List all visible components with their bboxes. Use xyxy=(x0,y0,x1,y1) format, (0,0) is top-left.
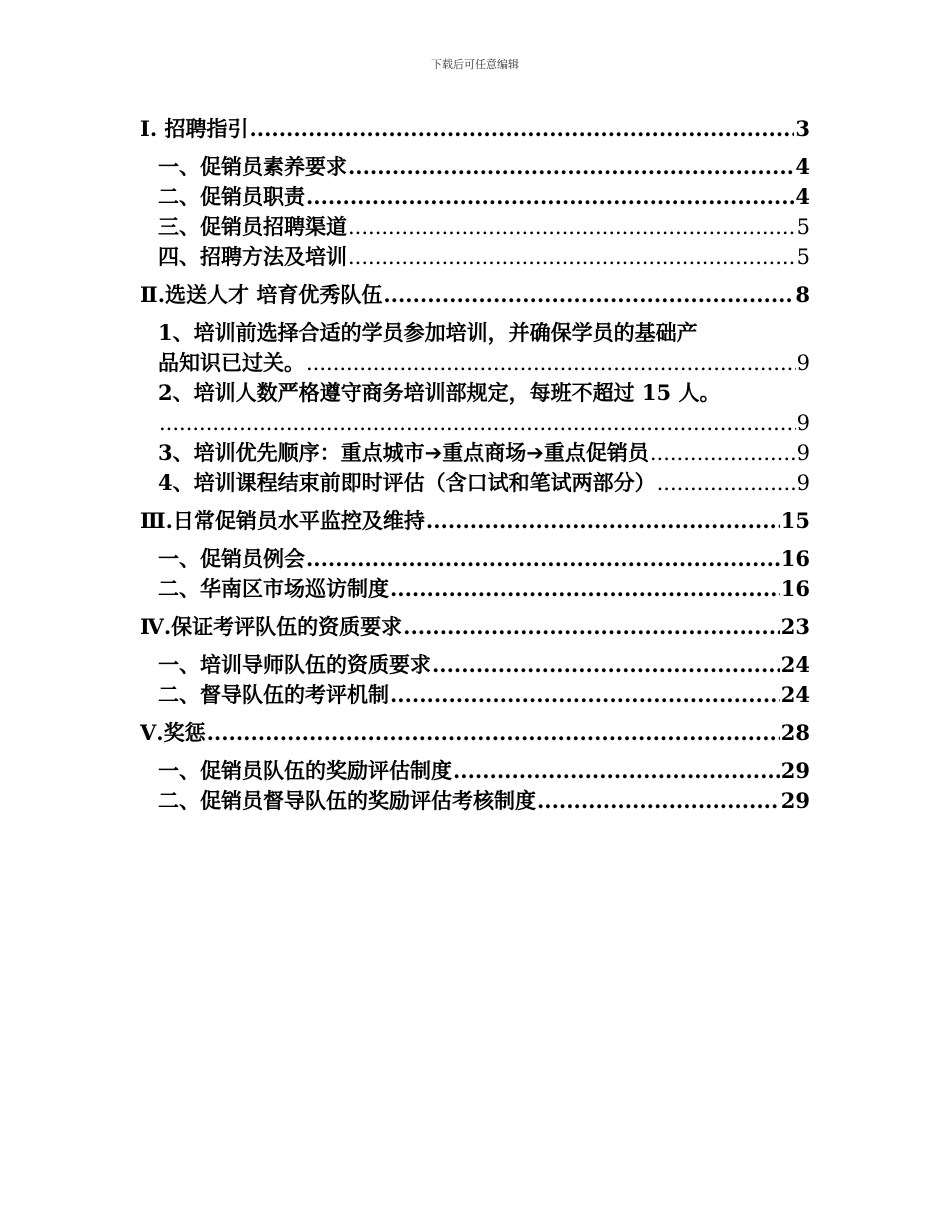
toc-item-label: 4、培训课程结束前即时评估（含口试和笔试两部分） xyxy=(158,470,656,495)
toc-item-page: 9 xyxy=(796,471,810,495)
leader-dots xyxy=(348,212,796,242)
toc-item-label: 一、促销员例会 xyxy=(158,546,305,571)
toc-item[interactable] xyxy=(140,756,810,786)
toc-item-page: 9 xyxy=(796,411,810,435)
toc-item-label: 二、督导队伍的考评机制 xyxy=(158,682,389,707)
toc-part-1[interactable] xyxy=(140,114,810,144)
leader-dots xyxy=(306,182,794,212)
toc-item-page: 16 xyxy=(780,546,810,571)
toc-item[interactable] xyxy=(140,242,810,272)
toc-item-label: 一、促销员素养要求 xyxy=(158,154,347,179)
leader-dots xyxy=(403,612,780,642)
toc-item-page: 24 xyxy=(780,652,810,677)
toc-part-3-label: Ⅲ.日常促销员水平监控及维持 xyxy=(140,508,425,533)
leader-dots xyxy=(306,348,796,378)
page-header-note: 下载后可任意编辑 xyxy=(431,58,519,71)
leader-dots xyxy=(650,438,796,468)
toc-part-5[interactable] xyxy=(140,718,810,748)
toc-item-page: 4 xyxy=(795,154,810,179)
toc-item-label-line1: 2、培训人数严格遵守商务培训部规定，每班不超过 15 人。 xyxy=(158,380,721,405)
toc-item-page: 5 xyxy=(796,245,810,269)
toc-part-3[interactable] xyxy=(140,506,810,536)
leader-dots xyxy=(306,544,780,574)
toc-item[interactable] xyxy=(140,438,810,468)
toc-item-label: 四、招聘方法及培训 xyxy=(158,244,347,269)
leader-dots xyxy=(537,786,780,816)
toc-item-page: 16 xyxy=(780,576,810,601)
toc-item-page: 29 xyxy=(780,758,810,783)
toc-part-2-page: 8 xyxy=(795,282,810,307)
toc-item-label: 二、促销员职责 xyxy=(158,184,305,209)
toc-part-5-page: 28 xyxy=(780,720,810,745)
leader-dots xyxy=(207,718,780,748)
toc-part-4-label: Ⅳ.保证考评队伍的资质要求 xyxy=(140,614,403,639)
toc-item[interactable] xyxy=(140,544,810,574)
toc-part-1-page: 3 xyxy=(795,116,810,141)
toc-item[interactable] xyxy=(140,212,810,242)
leader-dots xyxy=(390,680,780,710)
leader-dots xyxy=(249,114,794,144)
toc-item[interactable] xyxy=(140,378,810,438)
toc-part-2[interactable] xyxy=(140,280,810,310)
right-arrow-icon: ➔ xyxy=(526,441,544,465)
right-arrow-icon: ➔ xyxy=(424,441,443,465)
toc-item-label: 一、促销员队伍的奖励评估制度 xyxy=(158,758,452,783)
toc-item[interactable] xyxy=(140,318,810,378)
leader-dots xyxy=(657,468,796,498)
toc-item[interactable] xyxy=(140,152,810,182)
toc-item-label: 二、华南区市场巡访制度 xyxy=(158,576,389,601)
toc-part-2-label: Ⅱ.选送人才 培育优秀队伍 xyxy=(140,282,383,307)
toc-item[interactable] xyxy=(140,468,810,498)
toc-part-1-label: Ⅰ. 招聘指引 xyxy=(140,116,249,141)
leader-dots xyxy=(453,756,780,786)
toc-item-page: 4 xyxy=(795,184,810,209)
toc-item-page: 29 xyxy=(780,788,810,813)
toc-part-5-label: Ⅴ.奖惩 xyxy=(140,720,206,745)
toc-item-label: 一、培训导师队伍的资质要求 xyxy=(158,652,431,677)
leader-dots xyxy=(348,242,796,272)
leader-dots xyxy=(348,152,794,182)
toc-item[interactable] xyxy=(140,650,810,680)
toc-item[interactable] xyxy=(140,786,810,816)
leader-dots xyxy=(159,408,796,438)
toc-part-4-page: 23 xyxy=(780,614,810,639)
toc-part-3-page: 15 xyxy=(780,508,810,533)
toc-item-page: 5 xyxy=(796,215,810,239)
toc-item-label: 二、促销员督导队伍的奖励评估考核制度 xyxy=(158,788,536,813)
toc-part-4[interactable] xyxy=(140,612,810,642)
leader-dots xyxy=(390,574,780,604)
toc-item-page: 9 xyxy=(796,441,810,465)
toc-item-label-line2: 品知识已过关。 xyxy=(158,350,305,375)
leader-dots xyxy=(432,650,780,680)
table-of-contents xyxy=(140,114,810,816)
leader-dots xyxy=(383,280,794,310)
toc-item[interactable] xyxy=(140,182,810,212)
toc-item-page: 9 xyxy=(796,351,810,375)
toc-item[interactable] xyxy=(140,680,810,710)
leader-dots xyxy=(426,506,780,536)
toc-item-page: 24 xyxy=(780,682,810,707)
toc-item-label-line1: 1、培训前选择合适的学员参加培训，并确保学员的基础产 xyxy=(158,320,698,345)
toc-item-label: 3、培训优先顺序：重点城市➔重点商场➔重点促销员 xyxy=(158,440,649,465)
toc-item[interactable] xyxy=(140,574,810,604)
toc-item-label: 三、促销员招聘渠道 xyxy=(158,214,347,239)
